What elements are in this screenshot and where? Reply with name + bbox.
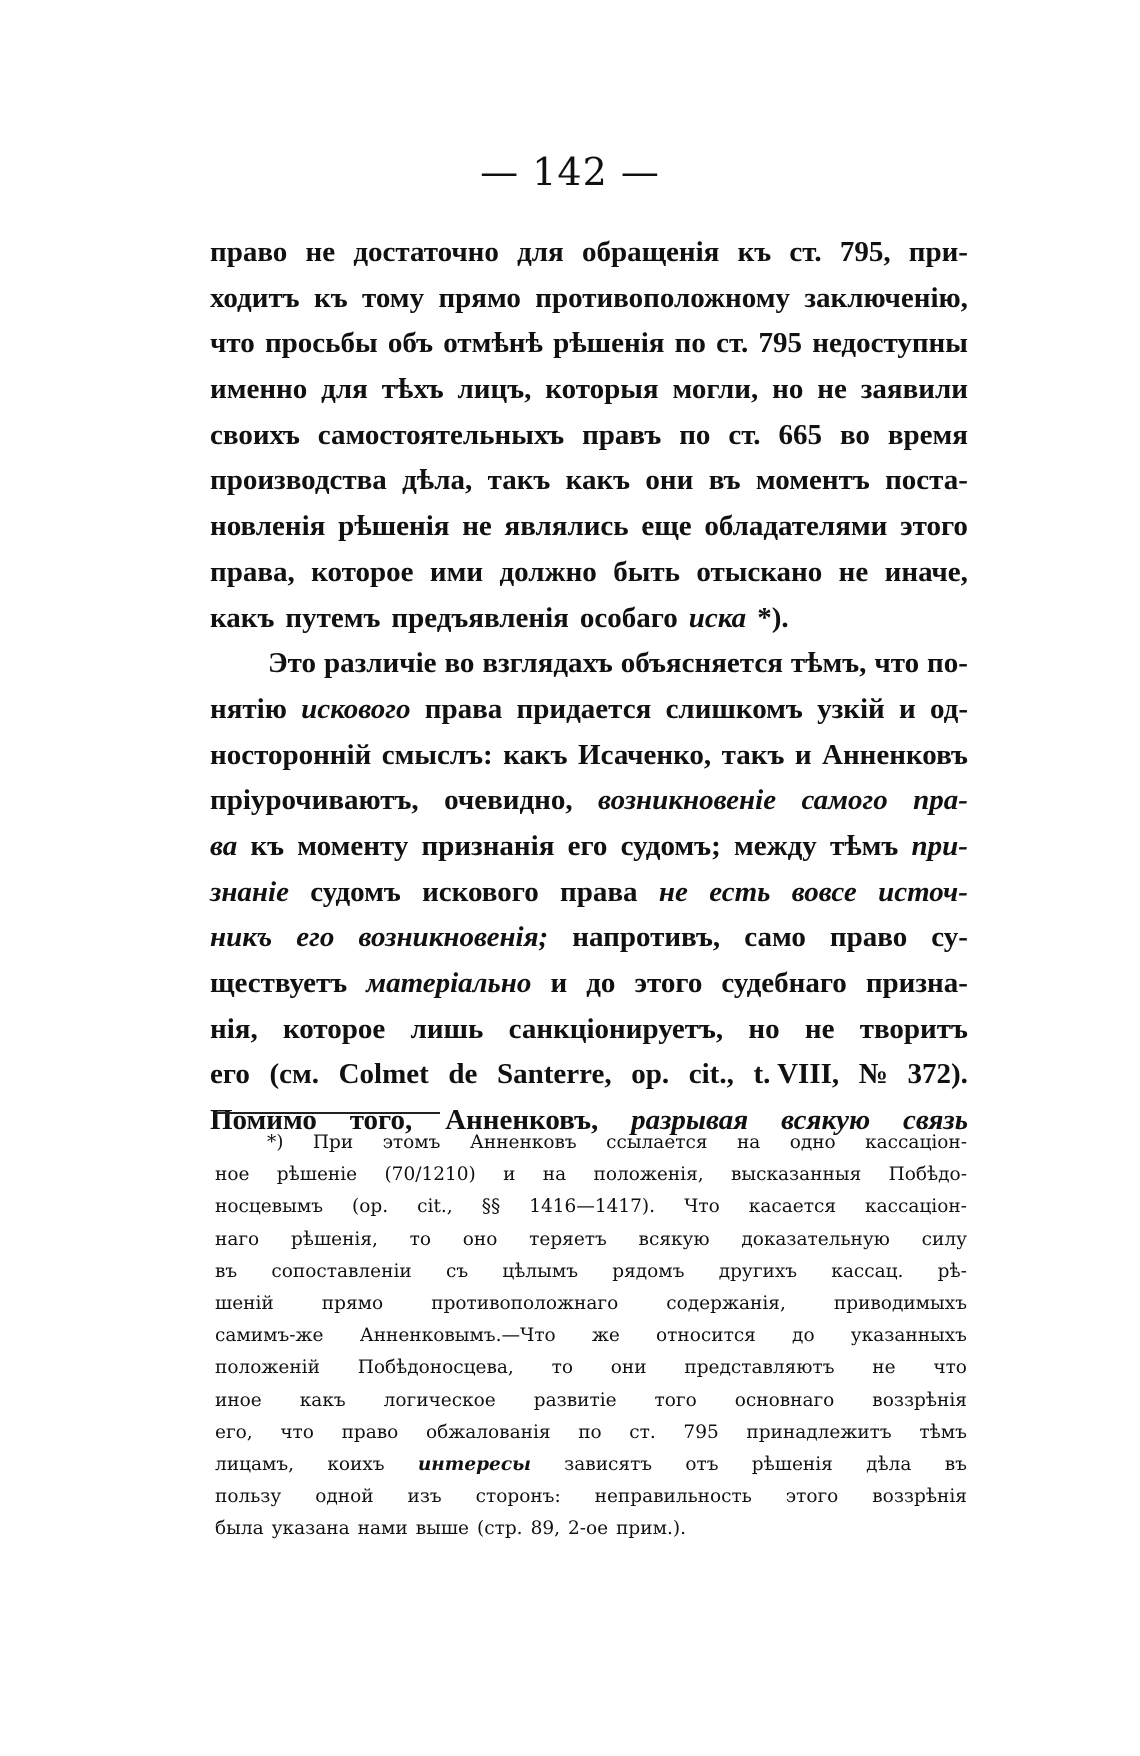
body-word: разрывая xyxy=(631,1104,749,1137)
body-word: по xyxy=(674,327,706,360)
body-word: при- xyxy=(911,829,968,862)
footnote-word: противоположнаго xyxy=(431,1292,619,1314)
footnote-word: Побѣдоносцева, xyxy=(357,1357,514,1379)
footnote-word: кассаціон- xyxy=(865,1132,967,1153)
footnote-word: не xyxy=(872,1357,896,1379)
body-word: иска xyxy=(688,601,747,634)
footnote-word: сопоставленіи xyxy=(271,1260,412,1282)
body-word: что xyxy=(210,327,255,360)
footnote-word: основнаго xyxy=(734,1389,835,1411)
footnote-word: ссылается xyxy=(606,1132,708,1153)
body-word: матеріально xyxy=(366,967,532,999)
footnote-word: содержанія, xyxy=(666,1292,786,1314)
footnote-word: ст. xyxy=(629,1421,656,1443)
footnote-word: по xyxy=(578,1421,602,1443)
body-line xyxy=(210,367,968,413)
body-word: объясняется xyxy=(620,647,783,680)
footnote-word: одно xyxy=(789,1132,836,1153)
footnote-word: то xyxy=(551,1357,573,1379)
footnote-divider xyxy=(215,1112,440,1114)
body-word: его xyxy=(567,829,608,862)
footnote-word: рѣшенія, xyxy=(290,1228,378,1250)
body-word: для xyxy=(321,373,368,406)
body-word: дѣла, xyxy=(402,464,473,497)
footnote-word: приводимыхъ xyxy=(833,1292,967,1314)
footnote-word: тѣмъ xyxy=(919,1421,967,1443)
footnote-word: кассаціон- xyxy=(865,1196,967,1218)
body-word: судомъ xyxy=(310,875,401,908)
body-word: тѣхъ xyxy=(381,373,444,406)
body-word: признанія xyxy=(421,829,555,862)
body-word: слишкомъ xyxy=(665,692,803,725)
footnote-line xyxy=(215,1417,967,1449)
body-word: 665 xyxy=(778,418,822,451)
body-word: прямо xyxy=(438,281,521,314)
body-word: искового xyxy=(422,875,539,908)
body-word: Это xyxy=(268,647,317,680)
body-word: права xyxy=(424,692,503,725)
footnote-line xyxy=(215,1127,967,1159)
body-word: ст. xyxy=(789,236,822,268)
body-line xyxy=(210,1052,968,1098)
body-word: являлись xyxy=(504,510,629,543)
body-line xyxy=(210,687,968,733)
body-word: какъ xyxy=(210,601,275,634)
body-word: право xyxy=(829,921,908,954)
footnote-word: и xyxy=(503,1164,516,1186)
body-word: иначе, xyxy=(884,555,968,588)
body-word: 795, xyxy=(839,236,891,268)
footnote-word: право xyxy=(341,1421,399,1443)
body-word: такъ xyxy=(487,464,551,497)
body-word: пріурочиваютъ, xyxy=(210,784,419,817)
body-word: вовсе xyxy=(791,875,857,908)
body-word: правъ xyxy=(582,418,662,451)
footnote-word: носцевымъ xyxy=(215,1196,323,1218)
body-word: но xyxy=(748,1012,780,1045)
body-word: къ xyxy=(313,281,348,314)
body-word: само xyxy=(744,921,806,954)
footnote-word: логическое xyxy=(383,1389,496,1411)
footnote-word: другихъ xyxy=(718,1260,798,1282)
body-word: ва xyxy=(210,829,238,862)
footnote-word: одной xyxy=(315,1486,374,1508)
body-line xyxy=(210,596,968,642)
body-word: достаточно xyxy=(353,236,499,268)
footnote-word: въ xyxy=(215,1260,238,1282)
body-word: очевидно, xyxy=(444,784,573,817)
body-word: Помимо xyxy=(210,1104,317,1137)
footnote-word: кассац. xyxy=(831,1260,904,1282)
footnote-word: касается xyxy=(748,1196,836,1218)
body-word: какъ xyxy=(503,738,568,771)
body-word: не xyxy=(658,875,688,908)
footnote-word: сторонъ: xyxy=(475,1486,561,1508)
body-word: придается xyxy=(516,692,652,725)
body-word: должно xyxy=(499,555,597,588)
body-word: 795 xyxy=(758,327,803,360)
footnote-word: на xyxy=(542,1164,567,1186)
body-line xyxy=(210,550,968,596)
footnote-word: рѣ- xyxy=(937,1260,967,1282)
footnote-word: cit., xyxy=(417,1196,453,1218)
body-word: смыслъ: xyxy=(381,738,493,771)
body-word: къ xyxy=(250,829,285,862)
footnote-line xyxy=(215,1288,967,1320)
body-word: ходитъ xyxy=(210,281,300,314)
body-word: t. VIII, xyxy=(753,1058,840,1091)
body-word: поста- xyxy=(885,464,968,497)
body-word: санкціонируетъ, xyxy=(508,1012,724,1045)
body-line xyxy=(210,824,968,870)
body-word: во xyxy=(444,647,475,680)
body-word: напротивъ, xyxy=(572,921,721,954)
footnote-word: принадлежитъ xyxy=(746,1421,892,1443)
body-word: судомъ; xyxy=(620,829,721,862)
body-word: при- xyxy=(908,236,968,268)
footnote-line xyxy=(215,1449,967,1481)
body-word: нятію xyxy=(210,692,287,725)
body-word: которое xyxy=(311,555,414,588)
footnote-word: развитіе xyxy=(533,1389,617,1411)
footnote-line xyxy=(215,1481,967,1513)
footnote-word: на xyxy=(736,1132,761,1153)
footnote-word: съ xyxy=(445,1260,469,1282)
body-word: его xyxy=(296,921,335,954)
body-word: не xyxy=(462,510,492,543)
footnote-word: что xyxy=(280,1421,314,1443)
footnote-word: пользу xyxy=(215,1486,282,1508)
footnote-word: же xyxy=(591,1325,620,1347)
body-word: могли, xyxy=(672,373,759,406)
body-word: самого xyxy=(801,784,888,817)
footnote-word: (op. xyxy=(352,1196,389,1218)
body-word: право xyxy=(210,236,288,268)
footnote-word: рядомъ xyxy=(612,1260,685,1282)
body-word: производства xyxy=(210,464,387,497)
footnote-word: наго xyxy=(215,1228,260,1250)
footnote-word: (70/1210) xyxy=(384,1164,476,1186)
footnote-word: коихъ xyxy=(327,1453,385,1475)
body-word: op. xyxy=(631,1058,670,1091)
footnote-word: этомъ xyxy=(382,1132,441,1153)
body-word: по- xyxy=(927,647,968,680)
body-word: еще xyxy=(641,510,692,543)
body-word: и xyxy=(794,738,812,771)
body-word: есть xyxy=(709,875,771,908)
footnote-word: самимъ-же xyxy=(215,1325,324,1347)
footnote-word: отъ xyxy=(685,1453,719,1475)
body-word: этого xyxy=(900,510,968,543)
body-word: отыскано xyxy=(696,555,823,588)
footnote-word: При xyxy=(312,1132,354,1153)
footnote-line xyxy=(215,1224,967,1256)
footnote-line xyxy=(215,1352,967,1384)
body-word: призна- xyxy=(865,967,968,999)
body-word: тому xyxy=(362,281,425,314)
body-word: они xyxy=(645,464,694,497)
body-word: которое xyxy=(282,1012,386,1045)
footnote-word: Что xyxy=(684,1196,720,1218)
body-word: рѣшенія xyxy=(553,327,665,360)
body-word: всякую xyxy=(781,1104,871,1137)
body-word: противоположному xyxy=(535,281,790,314)
body-word: знаніе xyxy=(210,875,289,908)
body-word: что xyxy=(874,647,920,680)
body-line xyxy=(210,961,968,1007)
body-word: именно xyxy=(210,373,308,406)
footnote-word: была xyxy=(215,1518,264,1540)
body-word: своихъ xyxy=(210,418,300,451)
footnote-word: то xyxy=(409,1228,432,1250)
footnote-word: выше xyxy=(415,1518,470,1540)
body-line xyxy=(210,230,968,276)
footnote-word: указана xyxy=(271,1518,350,1540)
main-text xyxy=(210,230,968,1144)
body-word: связь xyxy=(903,1104,968,1137)
body-line xyxy=(210,778,968,824)
body-word: узкій xyxy=(817,692,885,725)
footnote-word: изъ xyxy=(407,1486,442,1508)
footnote-line xyxy=(215,1320,967,1352)
footnote-word: прим.). xyxy=(616,1518,686,1540)
footnote-word: доказательную xyxy=(741,1228,890,1250)
body-word: заключенію, xyxy=(804,281,968,314)
footnote-word: цѣлымъ xyxy=(502,1260,579,1282)
footnote-word: 2-ое xyxy=(567,1518,609,1540)
body-line xyxy=(210,321,968,367)
footnote-word: они xyxy=(610,1357,647,1379)
body-word: особаго xyxy=(579,601,678,634)
body-word: права xyxy=(560,875,638,908)
body-word: между xyxy=(733,829,817,862)
body-word: для xyxy=(517,236,564,268)
body-word: во xyxy=(839,418,870,451)
body-word: возникновеніе xyxy=(598,784,777,817)
body-line xyxy=(210,413,968,459)
body-word: объ xyxy=(387,327,434,360)
footnote-word: прямо xyxy=(321,1292,384,1314)
body-line xyxy=(210,733,968,779)
footnote-word: положенія, xyxy=(593,1164,704,1186)
body-word: которыя xyxy=(545,373,659,406)
footnote-line xyxy=(215,1159,967,1191)
footnote-word: теряетъ xyxy=(529,1228,607,1250)
footnote-word: 1416—1417). xyxy=(529,1196,656,1218)
body-word: въ xyxy=(708,464,741,497)
body-word: такъ xyxy=(721,738,785,771)
footnote xyxy=(215,1127,967,1545)
body-word: время xyxy=(887,418,968,451)
footnote-word: какъ xyxy=(299,1389,346,1411)
body-line xyxy=(210,870,968,916)
body-word: никъ xyxy=(210,921,273,954)
body-word: Анненковъ xyxy=(822,738,968,771)
body-word: (см. xyxy=(269,1058,319,1091)
body-line xyxy=(210,276,968,322)
footnote-word: въ xyxy=(944,1453,967,1475)
footnote-word: интересы xyxy=(417,1453,531,1475)
body-word: права, xyxy=(210,555,295,588)
footnote-word: рѣшенія xyxy=(751,1453,833,1475)
body-word: ст. xyxy=(716,327,749,360)
footnote-word: что xyxy=(933,1357,967,1379)
body-word: но xyxy=(772,373,804,406)
footnote-word: §§ xyxy=(481,1196,501,1218)
body-word: тѣмъ, xyxy=(790,647,867,680)
footnote-word: нами xyxy=(357,1518,408,1540)
body-word: до xyxy=(586,967,616,999)
body-word: того, xyxy=(349,1104,413,1137)
body-word: № xyxy=(858,1058,888,1091)
body-word: de xyxy=(448,1058,478,1091)
body-word: тѣмъ xyxy=(829,829,899,862)
body-word: путемъ xyxy=(285,601,381,634)
body-word: не xyxy=(804,1012,835,1045)
footnote-word: шеній xyxy=(215,1292,274,1314)
body-word: не xyxy=(305,236,336,268)
body-word: Исаченко, xyxy=(578,738,712,771)
body-word: не xyxy=(817,373,847,406)
footnote-word: 795 xyxy=(683,1421,719,1443)
body-word: по xyxy=(679,418,711,451)
body-word: ст. xyxy=(728,418,761,451)
body-word: его xyxy=(210,1058,250,1091)
body-line xyxy=(210,641,968,687)
body-word: быть xyxy=(613,555,680,588)
footnote-line xyxy=(215,1385,967,1417)
body-word: ими xyxy=(429,555,484,588)
body-word: и xyxy=(899,692,916,725)
body-word: *). xyxy=(757,601,789,634)
body-line xyxy=(210,1007,968,1053)
body-word: 372). xyxy=(907,1058,968,1091)
body-word: какъ xyxy=(565,464,631,497)
body-word: заявили xyxy=(860,373,968,406)
footnote-word: зависятъ xyxy=(564,1453,653,1475)
footnote-word: ное xyxy=(215,1164,250,1186)
body-word: од- xyxy=(930,692,968,725)
body-word: cit., xyxy=(688,1058,734,1091)
body-word: отмѣнѣ xyxy=(443,327,543,360)
footnote-word: воззрѣнія xyxy=(872,1486,967,1508)
footnote-word: представляютъ xyxy=(684,1357,835,1379)
body-word: не xyxy=(838,555,869,588)
page-number: — 142 — xyxy=(480,150,660,194)
footnote-line xyxy=(215,1513,967,1545)
body-word: самостоятельныхъ xyxy=(317,418,565,451)
body-word: Santerre, xyxy=(497,1058,612,1091)
footnote-word: высказанныя xyxy=(730,1164,862,1186)
body-word: обращенія xyxy=(581,236,720,268)
footnote-word: силу xyxy=(921,1228,967,1250)
body-word: пра- xyxy=(913,784,968,817)
body-word: творитъ xyxy=(859,1012,968,1045)
footnote-word: лицамъ, xyxy=(215,1453,295,1475)
footnote-word: всякую xyxy=(638,1228,710,1250)
body-word: обладателями xyxy=(704,510,888,543)
footnote-word: обжалованія xyxy=(425,1421,551,1443)
body-word: недоступны xyxy=(812,327,968,360)
body-word: ществуетъ xyxy=(210,967,348,999)
body-word: нія, xyxy=(210,1012,258,1045)
footnote-word: его, xyxy=(215,1421,253,1443)
footnote-word: Анненковымъ.—Что xyxy=(359,1325,556,1347)
body-word: просьбы xyxy=(264,327,378,360)
body-word: искового xyxy=(301,692,411,725)
body-line xyxy=(210,915,968,961)
body-word: рѣшенія xyxy=(338,510,450,543)
body-word: моменту xyxy=(297,829,409,862)
body-line xyxy=(210,504,968,550)
footnote-word: *) xyxy=(267,1132,284,1153)
footnote-word: этого xyxy=(785,1486,839,1508)
footnote-word: Анненковъ xyxy=(469,1132,577,1153)
body-word: возникновенія; xyxy=(358,921,549,954)
footnote-word: иное xyxy=(215,1389,262,1411)
body-word: лицъ, xyxy=(457,373,532,406)
footnote-word: до xyxy=(792,1325,815,1347)
footnote-word: (стр. xyxy=(477,1518,523,1540)
footnote-line xyxy=(215,1256,967,1288)
body-word: лишь xyxy=(410,1012,484,1045)
footnote-word: дѣла xyxy=(866,1453,912,1475)
body-word: этого xyxy=(634,967,703,999)
body-line xyxy=(210,458,968,504)
footnote-word: воззрѣнія xyxy=(872,1389,967,1411)
body-word: Colmet xyxy=(338,1058,429,1091)
body-word: къ xyxy=(737,236,772,268)
footnote-word: 89, xyxy=(530,1518,560,1540)
body-word: судебнаго xyxy=(721,967,847,999)
footnote-word: того xyxy=(654,1389,697,1411)
body-word: взглядахъ xyxy=(482,647,613,680)
footnote-line xyxy=(215,1191,967,1223)
body-word: су- xyxy=(931,921,968,954)
body-word: новленія xyxy=(210,510,326,543)
body-word: и xyxy=(550,967,568,999)
footnote-word: оно xyxy=(462,1228,498,1250)
footnote-word: указанныхъ xyxy=(850,1325,967,1347)
body-word: носторонній xyxy=(210,738,372,771)
body-word: моментъ xyxy=(755,464,870,497)
body-word: Анненковъ, xyxy=(445,1104,599,1137)
footnote-word: неправильность xyxy=(594,1486,752,1508)
body-word: источ- xyxy=(878,875,968,908)
footnote-word: положеній xyxy=(215,1357,320,1379)
footnote-word: относится xyxy=(656,1325,756,1347)
footnote-word: Побѣдо- xyxy=(888,1164,967,1186)
footnote-word: рѣшеніе xyxy=(276,1164,358,1186)
body-word: различіе xyxy=(323,647,437,680)
body-word: предъявленія xyxy=(391,601,569,634)
